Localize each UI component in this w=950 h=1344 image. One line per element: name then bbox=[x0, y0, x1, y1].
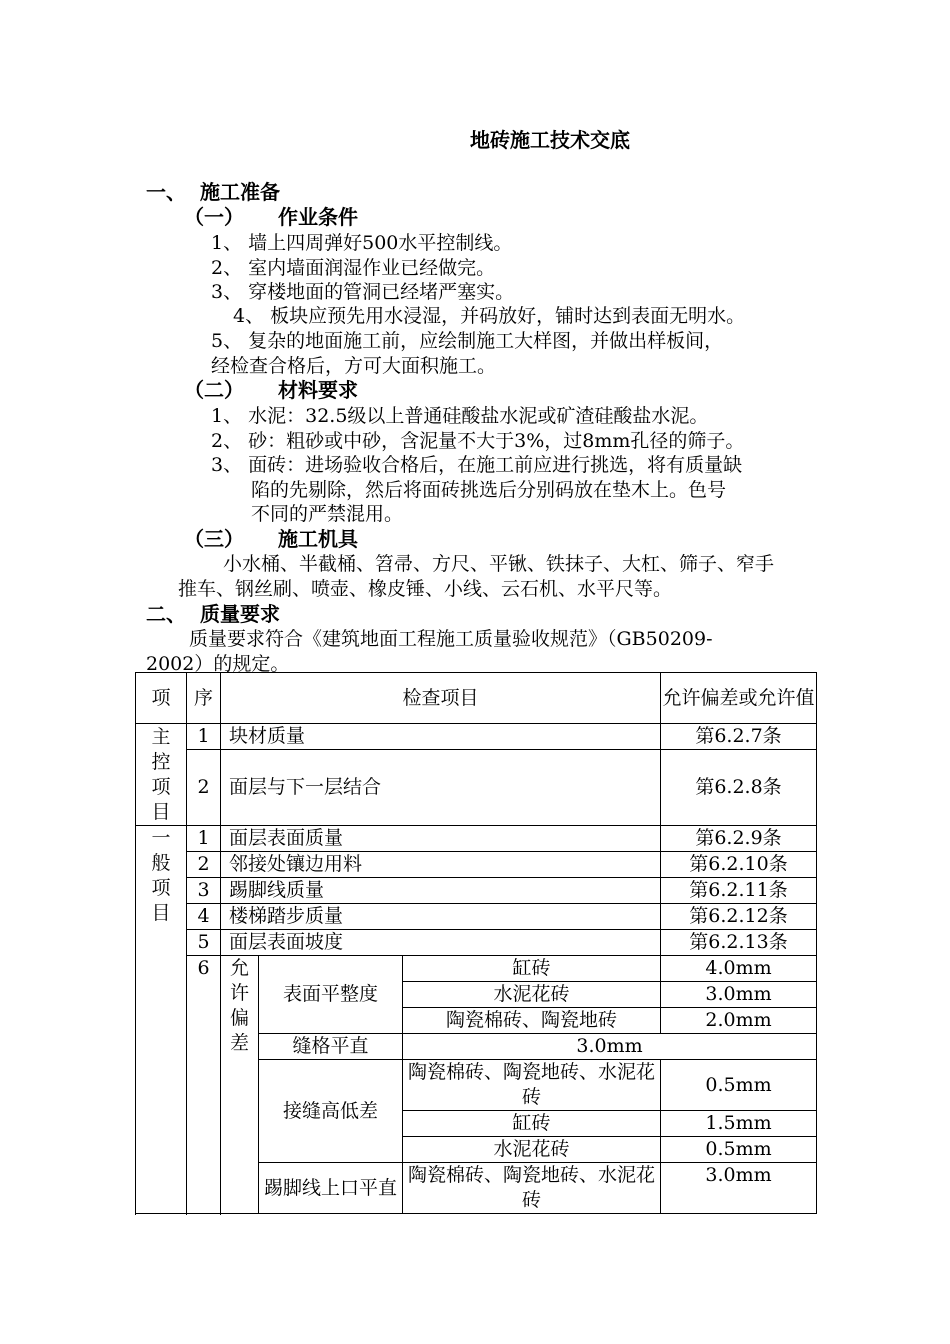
material-cell: 陶瓷棉砖、陶瓷地砖、水泥花砖 bbox=[403, 1163, 661, 1214]
value-cell: 4.0mm bbox=[661, 956, 817, 982]
joint-straight-label: 缝格平直 bbox=[259, 1034, 403, 1060]
subsection-3-heading: 施工机具 bbox=[278, 527, 358, 551]
section-2-heading: 质量要求 bbox=[200, 602, 280, 626]
general-label: 一般项目 bbox=[151, 827, 171, 924]
skirting-label: 踢脚线上口平直 bbox=[259, 1163, 403, 1214]
material-item: 1、 水泥：32.5级以上普通硅酸盐水泥或矿渣硅酸盐水泥。 bbox=[211, 405, 709, 427]
row-tolerance: 第6.2.11条 bbox=[661, 878, 817, 904]
subsection-1-number: （一） bbox=[184, 205, 244, 229]
subsection-2-heading: 材料要求 bbox=[278, 378, 358, 402]
row-seq: 1 bbox=[187, 826, 221, 852]
value-cell: 0.5mm bbox=[661, 1137, 817, 1163]
deviation-label-cell bbox=[221, 956, 259, 1214]
value-cell: 2.0mm bbox=[661, 1008, 817, 1034]
row-tolerance: 第6.2.12条 bbox=[661, 904, 817, 930]
section-2-number: 二、 bbox=[146, 602, 186, 626]
header-seq: 序 bbox=[187, 673, 221, 724]
table-row bbox=[136, 930, 817, 956]
condition-item: 2、 室内墙面润湿作业已经做完。 bbox=[211, 257, 496, 279]
row-check: 楼梯踏步质量 bbox=[221, 904, 661, 930]
document-title: 地砖施工技术交底 bbox=[470, 128, 630, 152]
main-control-label: 主控项目 bbox=[151, 725, 171, 823]
header-check-item: 检查项目 bbox=[221, 673, 661, 724]
deviation-label: 允许偏差 bbox=[230, 957, 250, 1054]
condition-item-continued: 经检查合格后，方可大面积施工。 bbox=[211, 355, 497, 377]
condition-item: 5、 复杂的地面施工前，应绘制施工大样图，并做出样板间， bbox=[211, 330, 724, 352]
tools-line: 小水桶、半截桶、笤帚、方尺、平锹、铁抹子、大杠、筛子、窄手 bbox=[223, 553, 775, 575]
joint-height-label: 接缝高低差 bbox=[259, 1060, 403, 1163]
table-header-row bbox=[136, 673, 817, 724]
section-1-number: 一、 bbox=[146, 180, 186, 204]
subsection-2-number: （二） bbox=[184, 378, 244, 402]
row-seq: 3 bbox=[187, 878, 221, 904]
value-cell: 3.0mm bbox=[661, 982, 817, 1008]
table-row bbox=[136, 724, 817, 750]
row-tolerance: 第6.2.10条 bbox=[661, 852, 817, 878]
header-item: 项 bbox=[136, 673, 187, 724]
condition-item: 4、 板块应预先用水浸湿，并码放好，铺时达到表面无明水。 bbox=[233, 305, 746, 327]
row-seq: 4 bbox=[187, 904, 221, 930]
row-seq: 1 bbox=[187, 724, 221, 750]
row-check: 踢脚线质量 bbox=[221, 878, 661, 904]
table-row bbox=[136, 878, 817, 904]
table-row bbox=[136, 826, 817, 852]
general-label-cell bbox=[136, 826, 187, 1214]
value-cell: 0.5mm bbox=[661, 1060, 817, 1111]
row-tolerance: 第6.2.13条 bbox=[661, 930, 817, 956]
section-1-heading: 施工准备 bbox=[200, 180, 280, 204]
subsection-1-heading: 作业条件 bbox=[278, 205, 358, 229]
material-cell: 水泥花砖 bbox=[403, 1137, 661, 1163]
row-seq: 6 bbox=[187, 956, 221, 1214]
main-control-label-cell bbox=[136, 724, 187, 826]
quality-intro-continued: 2002）的规定。 bbox=[146, 653, 290, 675]
quality-intro: 质量要求符合《建筑地面工程施工质量验收规范》（GB50209- bbox=[189, 628, 713, 650]
material-item-continued: 不同的严禁混用。 bbox=[251, 503, 404, 525]
material-cell: 陶瓷棉砖、陶瓷地砖 bbox=[403, 1008, 661, 1034]
table-row bbox=[136, 956, 817, 982]
header-tolerance: 允许偏差或允许值 bbox=[661, 673, 817, 724]
material-item-continued: 陷的先剔除，然后将面砖挑选后分别码放在垫木上。色号 bbox=[251, 479, 727, 501]
row-tolerance: 第6.2.8条 bbox=[661, 750, 817, 826]
row-tolerance: 第6.2.9条 bbox=[661, 826, 817, 852]
material-cell: 缸砖 bbox=[403, 1111, 661, 1137]
table-row bbox=[136, 852, 817, 878]
value-cell: 3.0mm bbox=[661, 1163, 817, 1214]
row-check: 面层表面坡度 bbox=[221, 930, 661, 956]
row-tolerance: 第6.2.7条 bbox=[661, 724, 817, 750]
material-cell: 水泥花砖 bbox=[403, 982, 661, 1008]
table-row bbox=[136, 904, 817, 930]
material-item: 2、 砂：粗砂或中砂，含泥量不大于3%，过8mm孔径的筛子。 bbox=[211, 430, 745, 452]
value-cell: 1.5mm bbox=[661, 1111, 817, 1137]
subsection-3-number: （三） bbox=[184, 527, 244, 551]
condition-item: 1、 墙上四周弹好500水平控制线。 bbox=[211, 232, 513, 254]
row-check: 面层与下一层结合 bbox=[221, 750, 661, 826]
row-check: 块材质量 bbox=[221, 724, 661, 750]
row-seq: 2 bbox=[187, 852, 221, 878]
row-seq: 2 bbox=[187, 750, 221, 826]
row-check: 邻接处镶边用料 bbox=[221, 852, 661, 878]
tools-line: 推车、钢丝刷、喷壶、橡皮锤、小线、云石机、水平尺等。 bbox=[178, 578, 673, 600]
row-seq: 5 bbox=[187, 930, 221, 956]
joint-straight-value: 3.0mm bbox=[403, 1034, 817, 1060]
material-cell: 缸砖 bbox=[403, 956, 661, 982]
material-item: 3、 面砖：进场验收合格后，在施工前应进行挑选，将有质量缺 bbox=[211, 454, 743, 476]
flatness-label: 表面平整度 bbox=[259, 956, 403, 1034]
quality-table bbox=[135, 672, 817, 1214]
condition-item: 3、 穿楼地面的管洞已经堵严塞实。 bbox=[211, 281, 515, 303]
material-cell: 陶瓷棉砖、陶瓷地砖、水泥花砖 bbox=[403, 1060, 661, 1111]
row-check: 面层表面质量 bbox=[221, 826, 661, 852]
table-row bbox=[136, 750, 817, 826]
